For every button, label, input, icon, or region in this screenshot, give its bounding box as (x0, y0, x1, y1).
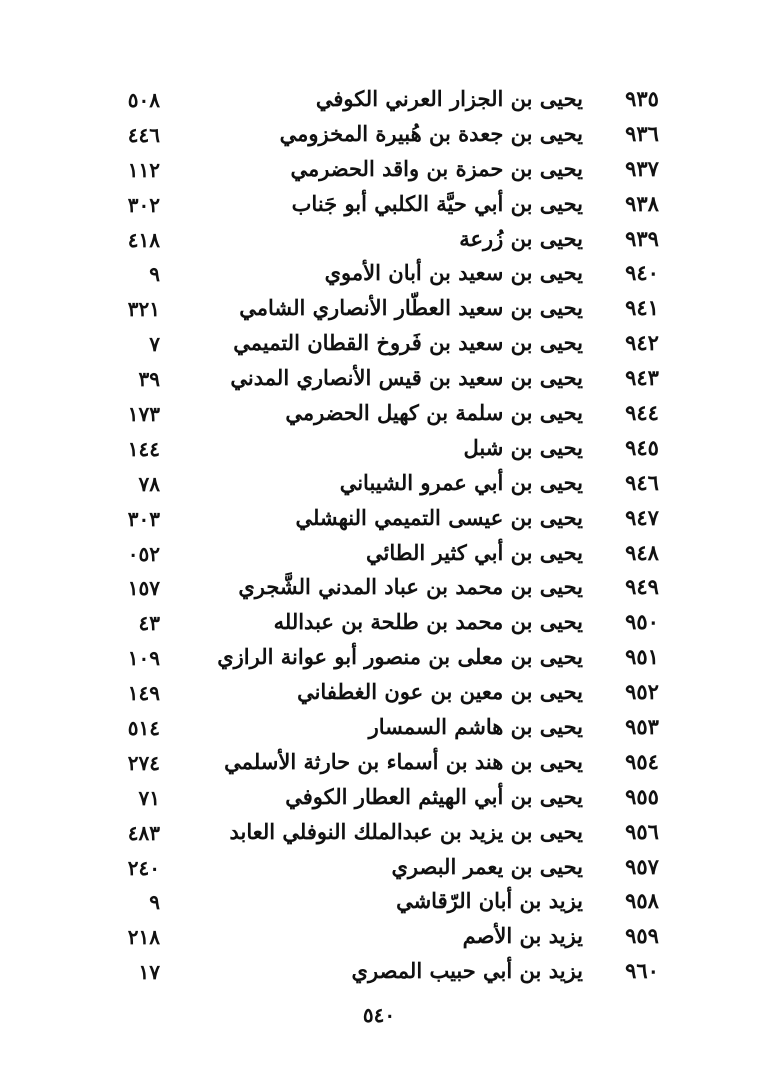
entry-number: ٩٥٩ (625, 923, 659, 949)
entry-number: ٩٥٢ (625, 679, 659, 705)
index-row (0, 189, 758, 224)
entry-page-reference: ١٤٤ (127, 436, 160, 461)
entry-number: ٩٥٤ (625, 748, 659, 774)
index-row (0, 433, 758, 468)
entry-number: ٩٣٥ (625, 86, 659, 111)
index-row (0, 468, 758, 503)
entry-page-reference: ٤٣ (138, 611, 160, 636)
entry-number: ٩٥١ (625, 644, 659, 670)
entry-name: يحيى بن هند بن أسماء بن حارثة الأسلمي (224, 748, 583, 774)
index-row (0, 84, 758, 119)
page-number: ٥٤٠ (362, 1003, 396, 1027)
entry-number: ٩٥٠ (625, 609, 659, 635)
entry-number: ٩٣٧ (625, 155, 659, 181)
entry-number: ٩٣٩ (625, 225, 659, 251)
entry-name: يحيى بن معلى بن منصور أبو عوانة الرازي (217, 644, 583, 670)
entry-name: يحيى بن زُرعة (459, 225, 583, 251)
index-row (0, 921, 758, 956)
entry-name: يحيى بن معين بن عون الغطفاني (297, 679, 583, 705)
entry-page-reference: ٣٢١ (127, 297, 160, 322)
entry-page-reference: ١٧ (138, 960, 160, 985)
index-row (0, 747, 758, 782)
entry-name: يحيى بن الجزار العرني الكوفي (315, 86, 583, 111)
index-row (0, 328, 758, 363)
entry-page-reference: ٧٨ (138, 471, 160, 496)
entry-number: ٩٤١ (625, 295, 659, 321)
index-row (0, 642, 758, 677)
index-row (0, 293, 758, 328)
entry-number: ٩٤٦ (625, 469, 659, 495)
entry-page-reference: ١١٢ (127, 157, 160, 182)
entry-name: يحيى بن سعيد بن فَروخ القطان التميمي (233, 330, 583, 356)
entry-page-reference: ٣٩ (138, 367, 160, 392)
entry-page-reference: ٩ (149, 262, 160, 287)
entry-page-reference: ٢١٨ (127, 925, 160, 950)
entry-page-reference: ١٧٣ (127, 402, 160, 427)
entry-page-reference: ٣٠٢ (127, 192, 160, 217)
index-row (0, 852, 758, 887)
entry-name: يحيى بن أبي الهيثم العطار الكوفي (285, 783, 583, 809)
entry-number: ٩٤٥ (625, 434, 659, 460)
index-row (0, 119, 758, 154)
entry-name: يحيى بن يعمر البصري (391, 853, 583, 879)
entry-page-reference: ٩ (149, 890, 160, 915)
entry-page-reference: ٧ (149, 332, 160, 357)
entry-number: ٩٣٨ (625, 190, 659, 216)
index-row (0, 607, 758, 642)
entry-number: ٩٥٦ (625, 818, 659, 844)
index-list (0, 84, 758, 991)
entry-name: يحيى بن محمد بن طلحة بن عبدالله (273, 609, 583, 635)
entry-name: يزيد بن الأصم (462, 923, 583, 949)
index-row (0, 886, 758, 921)
entry-number: ٩٤٣ (625, 365, 659, 391)
index-row (0, 677, 758, 712)
entry-page-reference: ٤١٨ (127, 227, 160, 252)
entry-number: ٩٣٦ (625, 120, 659, 146)
index-row (0, 398, 758, 433)
entry-name: يحيى بن سعيد بن قيس الأنصاري المدني (230, 365, 583, 391)
entry-page-reference: ١٠٩ (127, 646, 160, 671)
entry-page-reference: ٤٨٣ (127, 820, 160, 845)
entry-number: ٩٥٧ (625, 853, 659, 879)
entry-name: يحيى بن جعدة بن هُبيرة المخزومي (279, 120, 583, 146)
index-row (0, 363, 758, 398)
index-row (0, 503, 758, 538)
index-row (0, 572, 758, 607)
entry-number: ٩٦٠ (625, 958, 659, 984)
entry-number: ٩٤٤ (625, 400, 659, 426)
entry-page-reference: ٠٥٢ (127, 541, 160, 566)
entry-name: يحيى بن سلمة بن كهيل الحضرمي (285, 400, 583, 426)
index-row (0, 782, 758, 817)
entry-name: يحيى بن أبي حيَّة الكلبي أبو جَناب (291, 190, 583, 216)
entry-page-reference: ٣٠٣ (127, 506, 160, 531)
entry-name: يحيى بن حمزة بن واقد الحضرمي (290, 155, 583, 181)
entry-page-reference: ١٤٩ (127, 681, 160, 706)
entry-name: يحيى بن سعيد العطّار الأنصاري الشامي (239, 295, 583, 321)
entry-page-reference: ١٥٧ (127, 576, 160, 601)
entry-number: ٩٥٣ (625, 714, 659, 740)
entry-name: يحيى بن شبل (463, 434, 583, 460)
index-row (0, 258, 758, 293)
index-row (0, 817, 758, 852)
entry-page-reference: ٢٤٠ (127, 855, 160, 880)
entry-number: ٩٤٧ (625, 504, 659, 530)
entry-name: يحيى بن يزيد بن عبدالملك النوفلي العابد (229, 818, 583, 844)
entry-number: ٩٤٨ (625, 539, 659, 565)
entry-name: يزيد بن أبان الرّقاشي (396, 888, 583, 914)
entry-page-reference: ٢٧٤ (127, 750, 160, 775)
entry-page-reference: ٥١٤ (127, 716, 160, 741)
entry-number: ٩٤٢ (625, 330, 659, 356)
entry-page-reference: ٧١ (138, 785, 160, 810)
entry-page-reference: ٥٠٨ (127, 88, 160, 112)
entry-number: ٩٤٠ (625, 260, 659, 286)
entry-name: يحيى بن محمد بن عباد المدني الشَّجري (238, 574, 583, 600)
index-row (0, 224, 758, 259)
entry-name: يحيى بن سعيد بن أبان الأموي (324, 260, 583, 286)
entry-name: يزيد بن أبي حبيب المصري (351, 958, 583, 984)
index-row (0, 712, 758, 747)
entry-page-reference: ٤٤٦ (127, 122, 160, 147)
entry-name: يحيى بن أبي كثير الطائي (366, 539, 583, 565)
entry-number: ٩٥٥ (625, 783, 659, 809)
entry-number: ٩٥٨ (625, 888, 659, 914)
index-row (0, 154, 758, 189)
index-row (0, 538, 758, 573)
entry-name: يحيى بن أبي عمرو الشيباني (339, 469, 583, 495)
entry-name: يحيى بن هاشم السمسار (368, 714, 583, 740)
entry-number: ٩٤٩ (625, 574, 659, 600)
entry-name: يحيى بن عيسى التميمي النهشلي (295, 504, 583, 530)
index-row (0, 956, 758, 991)
